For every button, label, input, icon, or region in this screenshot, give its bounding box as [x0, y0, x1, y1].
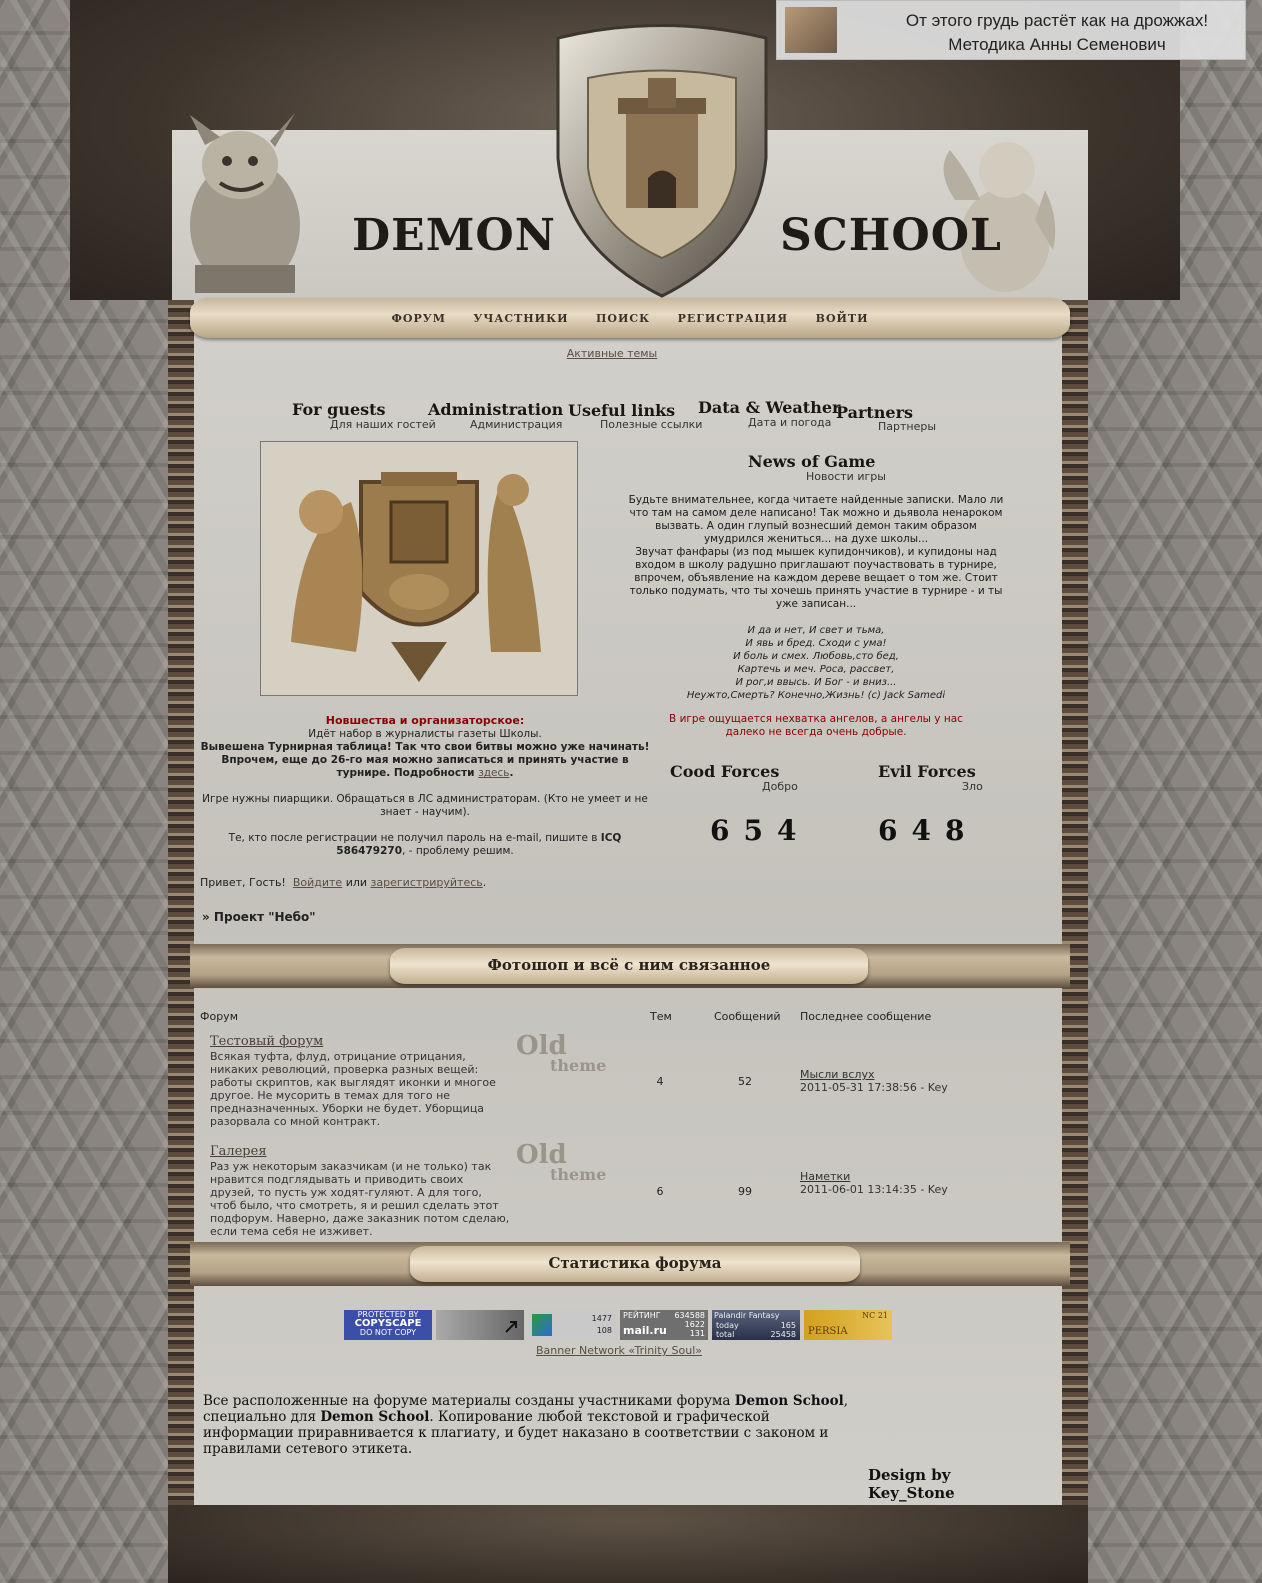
forum-gallery-desc: Раз уж некоторым заказчикам (и не только) так нравится подглядывать и приводить своих друзей, то пусть уж ходят-гуляют. А для того, чтоб было, что смотреть, я и решил сделать этот подфорум. Наверно, даже заказник потом сделаю, если тема себя не изживет. [210, 1160, 510, 1238]
announce-icq-end: , - проблему решим. [402, 845, 514, 857]
poem-line: И явь и бред. Сходи с ума! [745, 638, 887, 649]
announce-here-link[interactable]: здесь [478, 767, 510, 779]
logo-word-demon: DEMON [352, 210, 556, 261]
announce-line-1: Идёт набор в журналисты газеты Школы. [308, 728, 542, 740]
mailru-rating-badge[interactable]: РЕЙТИНГ 634588 1622 131 mail.ru [620, 1310, 708, 1340]
forum-gallery-last-meta: 2011-06-01 13:14:35 - Key [800, 1183, 948, 1196]
poem-line: И боль и смех. Любовь,сто бед, [733, 651, 899, 662]
gargoyle-statue-icon [175, 105, 315, 295]
forum-gallery-link[interactable]: Галерея [210, 1144, 267, 1159]
poem-line: И да и нет, И свет и тьма, [747, 625, 885, 636]
menu-useful-links-sub: Полезные ссылки [600, 418, 703, 431]
announce-heading: Новшества и организаторское: [325, 714, 525, 727]
news-sub: Новости игры [806, 470, 886, 483]
persia-badge[interactable]: NC 21 PERSIA [804, 1310, 892, 1340]
header-last-post: Последнее сообщение [800, 1010, 932, 1023]
login-link[interactable]: Войдите [292, 876, 343, 889]
forum-status-icon: Old theme [516, 1031, 607, 1075]
footer-copyright-notice: Все расположенные на форуме материалы созданы участниками форума Demon School, специально для Demon School. Копирование любой текстовой и графической информации приравнивается к плагиату, и будет наказано в соответствии с законом и правилами сетевого этикета. [203, 1393, 849, 1457]
nav-members[interactable]: УЧАСТНИКИ [473, 312, 569, 325]
forum-test-posts: 52 [738, 1075, 752, 1088]
active-topics-link[interactable]: Активные темы [566, 347, 658, 360]
top-advertisement[interactable] [776, 0, 1246, 60]
greeting-or: или [345, 876, 368, 889]
forum-test-last-meta: 2011-05-31 17:38:56 - Key [800, 1081, 948, 1094]
menu-data-weather-sub: Дата и погода [748, 416, 832, 429]
good-forces-counter: 654 [710, 814, 811, 847]
menu-partners[interactable]: Partners [836, 403, 914, 422]
footer-brand: Demon School [320, 1409, 430, 1425]
arrow-icon [436, 1310, 524, 1340]
forum-gallery-posts: 99 [738, 1185, 752, 1198]
forum-test-desc: Всякая туфта, флуд, отрицание отрицания, никаких революций, проверка разных вещей: работы скриптов, как выглядят иконки и многое другое. Не мусорить в темах для того не предназначенных. Уборки не будет. Уборщица разорвала со мной контракт. [210, 1050, 496, 1128]
forum-test-topics: 4 [656, 1075, 664, 1088]
evil-forces-counter: 648 [878, 814, 979, 847]
announce-icq [200, 832, 650, 858]
greeting-line: Привет, Гость! Войдите или зарегистрируйтесь. [200, 876, 487, 889]
menu-data-weather[interactable]: Data & Weather [698, 398, 841, 417]
header-topics: Тем [650, 1010, 672, 1023]
news-paragraph-2: Звучат фанфары (из под мышек купидончиков), и купидоны над входом в школу радушно приглашают поучаствовать в турнире, впрочем, объявление на каждом дереве вещает о том же. Стоит только подумать, что ты хочешь принять участие в турнире - и ты уже записан... [629, 546, 1003, 610]
forum-test-link[interactable]: Тестовый форум [210, 1034, 324, 1049]
forum-status-icon: Old theme [516, 1140, 607, 1184]
news-warning: В игре ощущается нехватка ангелов, а ангелы у нас далеко не всегда очень добрые. [669, 713, 963, 738]
nav-search[interactable]: ПОИСК [595, 312, 651, 325]
nav-login[interactable]: ВОЙТИ [815, 312, 869, 325]
announce-pr: Игре нужны пиарщики. Обращаться в ЛС администраторам. (Кто не умеет и не знает - научим). [202, 793, 648, 818]
coat-of-arms-image [260, 441, 578, 696]
greeting-text: Привет, Гость! [200, 876, 286, 889]
register-link[interactable]: зарегистрируйтесь [370, 876, 483, 889]
logo-word-school: SCHOOL [780, 210, 1002, 261]
nav-forum[interactable]: ФОРУМ [391, 312, 446, 325]
liveinternet-count-2: 108 [596, 1326, 612, 1335]
poem-line: И рог,и ввысь. И Бог - и вниз... [735, 677, 897, 688]
nav-register[interactable]: РЕГИСТРАЦИЯ [677, 312, 789, 325]
project-link[interactable]: » Проект "Небо" [202, 910, 316, 924]
poem-line: Неужто,Смерть? Конечно,Жизнь! (с) Jack Samedi [686, 690, 946, 701]
good-forces-title: Cood Forces [670, 762, 780, 781]
menu-partners-sub: Партнеры [878, 420, 937, 433]
counter-badge-liveinternet[interactable] [528, 1310, 616, 1340]
menu-administration-sub: Администрация [470, 418, 563, 431]
announce-tournament-text: Вывешена Турнирная таблица! Так что свои битвы можно уже начинать! Впрочем, еще до 26-го мая можно записаться и принять участие в турнире. Подробности [200, 741, 650, 779]
menu-for-guests-sub: Для наших гостей [330, 418, 436, 431]
forum-test-last-link[interactable]: Мысли вслух [800, 1068, 875, 1081]
header-posts: Сообщений [714, 1010, 781, 1023]
evil-forces-title: Evil Forces [878, 762, 976, 781]
menu-administration[interactable]: Administration [428, 400, 564, 419]
banner-network-link[interactable]: Banner Network «Trinity Soul» [535, 1344, 703, 1357]
news-poem [624, 624, 1008, 702]
palandir-badge[interactable]: Palandir Fantasy today 165 total 25458 [712, 1310, 800, 1340]
copyscape-badge[interactable]: PROTECTED BY COPYSCAPE DO NOT COPY [344, 1310, 432, 1340]
ad-line-1: От этого грудь растёт как на дрожжах! [905, 11, 1209, 30]
ad-thumbnail [785, 7, 837, 53]
forum-gallery-topics: 6 [656, 1185, 664, 1198]
section-title-photoshop: Фотошоп и всё с ним связанное [487, 956, 771, 974]
header-forum: Форум [200, 1010, 238, 1023]
news-paragraph-1: Будьте внимательнее, когда читаете найденные записки. Мало ли что там на самом деле написано! Так можно и дьявола ненароком вызвать. А один глупый вознесший демон таким образом умудрился жениться... на духе школы... [628, 494, 1004, 545]
announce-icq-number: ICQ 586479270 [336, 832, 622, 857]
evil-forces-sub: Зло [962, 780, 983, 793]
forum-gallery-last-link[interactable]: Наметки [800, 1170, 851, 1183]
frame-border-left [168, 300, 194, 1530]
menu-for-guests[interactable]: For guests [292, 400, 386, 419]
liveinternet-icon [532, 1314, 552, 1336]
counter-badge-arrow[interactable] [436, 1310, 524, 1340]
liveinternet-count-1: 1477 [591, 1314, 612, 1323]
banner-network-container [194, 1344, 1044, 1357]
announcements [200, 714, 650, 858]
announce-tournament: Вывешена Турнирная таблица! Так что свои битвы можно уже начинать! Впрочем, еще до 26-го мая можно записаться и принять участие в турнире. Подробности здесь. [200, 741, 650, 779]
frame-border-right [1062, 300, 1088, 1530]
active-topics-container [194, 347, 1030, 360]
menu-useful-links[interactable]: Useful links [568, 401, 676, 420]
good-forces-sub: Добро [762, 780, 798, 793]
shield-crest-icon [548, 18, 776, 298]
section-title-stats: Статистика форума [548, 1254, 722, 1272]
design-credit: Design by Key_Stone [868, 1466, 955, 1502]
main-nav [190, 312, 1070, 325]
poem-line: Картечь и меч. Роса, рассвет, [737, 664, 895, 675]
announce-icq-text: Те, кто после регистрации не получил пароль на e-mail, пишите в [228, 832, 598, 844]
footer-ornate-frame [168, 1505, 1088, 1583]
news-title: News of Game [748, 452, 876, 471]
footer-brand: Demon School [734, 1393, 844, 1409]
ad-line-2: Методика Анны Семенович [948, 35, 1166, 54]
